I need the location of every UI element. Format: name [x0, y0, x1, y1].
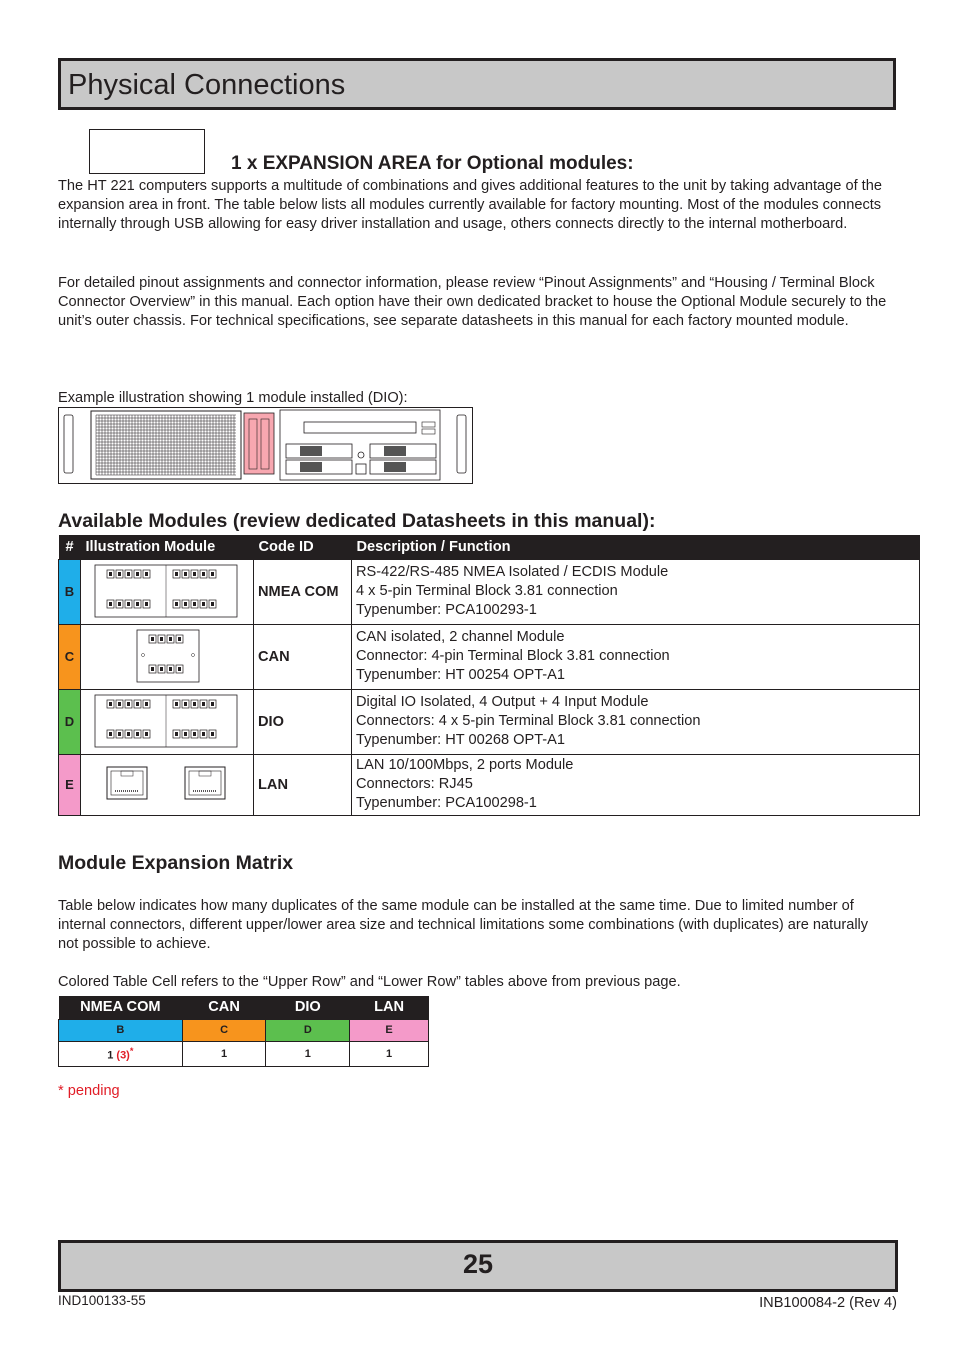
matrix-paragraph-1: Table below indicates how many duplicates of the same module can be installed at the same time. Due to limited number of internal connectors, different upper/lower area size and technical limitations some combinations (with duplicates) are naturally not possible to achieve. — [58, 898, 869, 953]
module-description — [352, 689, 920, 754]
matrix-paragraph-2: Colored Table Cell refers to the “Upper Row” and “Lower Row” tables above from previous page. — [58, 974, 681, 990]
module-description — [352, 624, 920, 689]
expansion-matrix-table — [58, 996, 429, 1067]
header-bar — [58, 58, 896, 110]
desc-line: Typenumber: PCA100293-1 — [356, 602, 537, 619]
matrix-value-extra: (3) — [116, 1049, 130, 1062]
front-panel-illustration — [58, 407, 473, 484]
module-description — [352, 754, 920, 815]
col-code: Code ID — [254, 535, 352, 559]
matrix-value: 1 — [182, 1041, 266, 1066]
desc-line: Connectors: 4 x 5-pin Terminal Block 3.81 connection — [356, 712, 701, 729]
matrix-col-can: CAN — [182, 996, 266, 1019]
desc-line: 4 x 5-pin Terminal Block 3.81 connection — [356, 582, 618, 599]
module-illustration — [81, 754, 254, 815]
table-row — [59, 754, 920, 815]
matrix-col-lan: LAN — [350, 996, 429, 1019]
col-description: Description / Function — [352, 535, 920, 559]
module-code-box — [89, 129, 205, 174]
table-row — [59, 559, 920, 624]
footer-right-code: INB100084-2 (Rev 4) — [759, 1295, 897, 1311]
matrix-header-row — [59, 996, 429, 1019]
module-letter: E — [59, 754, 81, 815]
matrix-value-nmea — [59, 1041, 183, 1066]
modules-heading: Available Modules (review dedicated Datasheets in this manual): — [58, 510, 656, 532]
matrix-heading: Module Expansion Matrix — [58, 852, 294, 874]
desc-line: Connectors: RJ45 — [356, 775, 473, 792]
desc-line: Typenumber: HT 00254 OPT-A1 — [356, 667, 566, 684]
module-code: DIO — [254, 689, 352, 754]
module-illustration — [81, 624, 254, 689]
illustration-caption: Example illustration showing 1 module installed (DIO): — [58, 390, 408, 406]
rj45-icon — [185, 767, 225, 799]
expansion-paragraph-1: The HT 221 computers supports a multitude of combinations and gives additional features to the unit by taking advantage of the expansion area in front. The table below lists all modules currently available for factory mounting. Most of the modules connects internally through USB allowing for easy driver installation and usage, others connects directly to the internal motherboard. — [58, 178, 882, 233]
module-letter: D — [59, 689, 81, 754]
module-letter: B — [59, 559, 81, 624]
matrix-letter: D — [266, 1019, 350, 1041]
footer-bar — [58, 1240, 898, 1292]
table-row — [59, 689, 920, 754]
table-row — [59, 624, 920, 689]
matrix-col-nmea: NMEA COM — [59, 996, 183, 1019]
matrix-letter-row — [59, 1019, 429, 1041]
module-illustration — [81, 559, 254, 624]
desc-line: Typenumber: HT 00268 OPT-A1 — [356, 732, 566, 749]
col-illustration: Illustration Module — [81, 535, 254, 559]
matrix-letter: B — [59, 1019, 183, 1041]
rj45-icon — [107, 767, 147, 799]
matrix-letter: C — [182, 1019, 266, 1041]
pending-note: * pending — [58, 1083, 120, 1099]
desc-line: Digital IO Isolated, 4 Output + 4 Input Module — [356, 693, 649, 710]
matrix-value-row — [59, 1041, 429, 1066]
desc-line: Connector: 4-pin Terminal Block 3.81 connection — [356, 647, 670, 664]
module-illustration — [81, 689, 254, 754]
module-code: CAN — [254, 624, 352, 689]
matrix-value: 1 — [266, 1041, 350, 1066]
expansion-heading: 1 x EXPANSION AREA for Optional modules: — [231, 153, 634, 174]
module-description — [352, 559, 920, 624]
modules-table-header — [59, 535, 920, 559]
desc-line: CAN isolated, 2 channel Module — [356, 628, 565, 645]
asterisk: * — [129, 1045, 134, 1056]
expansion-paragraph-2: For detailed pinout assignments and connector information, please review “Pinout Assignments” and “Housing / Terminal Block Connector Overview” in this manual. Each option have their own dedicated bracket to house the Optional Module securely to the unit’s outer chassis. For technical specifications, see separate datasheets in this manual for each factory mounted module. — [58, 275, 887, 330]
matrix-col-dio: DIO — [266, 996, 350, 1019]
page-number: 25 — [462, 1249, 494, 1279]
col-number: # — [59, 535, 81, 559]
module-code: LAN — [254, 754, 352, 815]
modules-table — [58, 535, 920, 816]
footer-left-code: IND100133-55 — [58, 1293, 146, 1308]
desc-line: Typenumber: PCA100298-1 — [356, 795, 537, 812]
desc-line: RS-422/RS-485 NMEA Isolated / ECDIS Module — [356, 563, 669, 580]
module-letter: C — [59, 624, 81, 689]
matrix-value: 1 — [350, 1041, 429, 1066]
module-code: NMEA COM — [254, 559, 352, 624]
page-title: Physical Connections — [68, 69, 346, 101]
desc-line: LAN 10/100Mbps, 2 ports Module — [356, 756, 574, 773]
matrix-value: 1 — [107, 1049, 114, 1062]
matrix-letter: E — [350, 1019, 429, 1041]
